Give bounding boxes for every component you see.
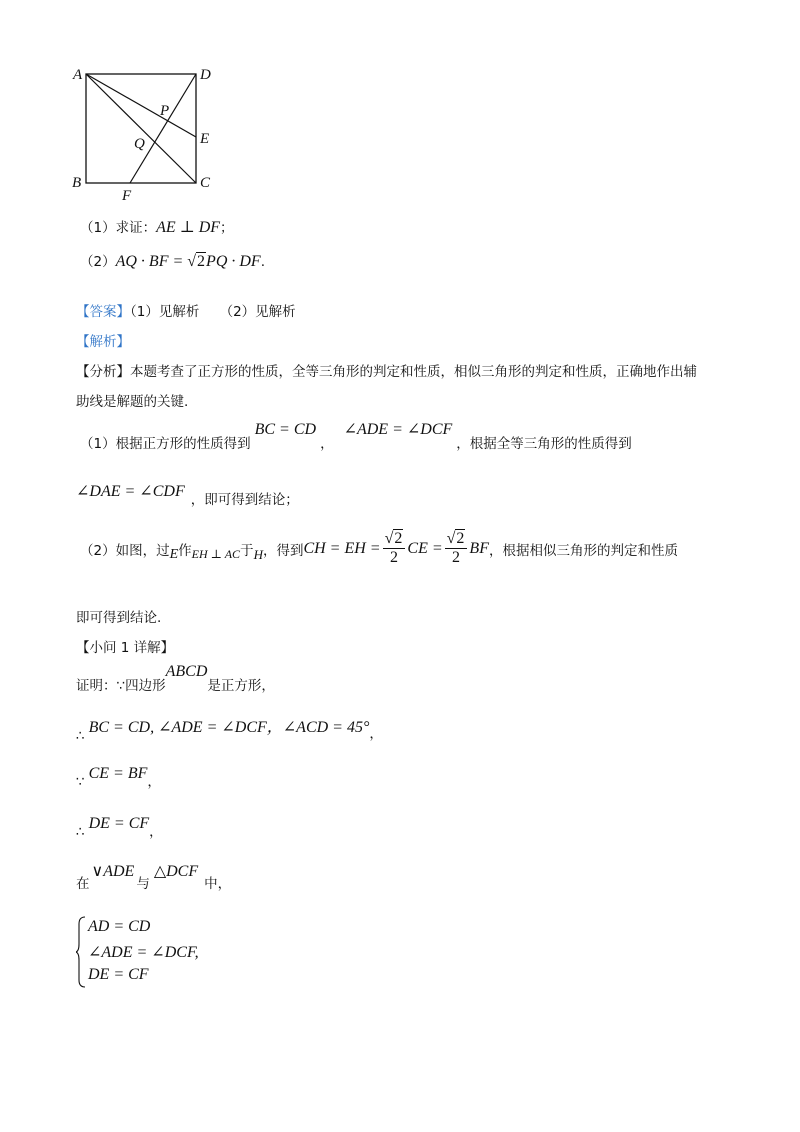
answer-line xyxy=(76,300,296,320)
question-2-suffix: . xyxy=(260,254,265,270)
analysis-line-1 xyxy=(76,360,697,380)
hint-1-suffix: ，根据全等三角形的性质得到 xyxy=(456,436,632,452)
label-q: Q xyxy=(134,136,145,152)
label-p: P xyxy=(160,103,170,119)
proof-step-4-zai: 在 xyxy=(76,876,90,892)
hint-2-suffix: ，根据相似三角形的判定和性质 xyxy=(488,542,678,559)
proof-step-1-end: ， xyxy=(369,726,383,742)
hint-1-math-1: BC = CD xyxy=(254,421,317,438)
label-b: B xyxy=(72,175,82,191)
hint-2-bf: BF xyxy=(469,539,489,557)
fraction-2-den: 2 xyxy=(452,549,461,566)
triangle-dcf: △DCF xyxy=(153,863,199,880)
proof-step-1-math: BC = CD, ∠ADE = ∠DCF，∠ACD = 45° xyxy=(88,719,370,736)
hint-2-zuo: 作 xyxy=(178,542,192,559)
proof-intro-math: ABCD xyxy=(165,663,208,680)
hint-2-yu: 于 xyxy=(240,542,254,559)
label-c: C xyxy=(200,175,211,191)
hint-2-get: ，得到 xyxy=(262,542,304,559)
fraction-1-radicand: 2 xyxy=(394,530,403,547)
proof-step-4-zhong: 中， xyxy=(204,876,232,892)
segment-ac xyxy=(86,74,196,183)
hint-2-perp: EH ⊥ AC xyxy=(191,547,241,561)
hint-2-line-2: 即可得到结论. xyxy=(76,610,162,626)
system-line-3: DE = CF xyxy=(88,966,149,983)
hint-2-prefix: （2）如图，过 xyxy=(80,542,170,559)
fraction-2 xyxy=(445,530,468,567)
system-line-2: ∠ADE = ∠DCF, xyxy=(88,944,199,961)
question-1-math: AE ⊥ DF xyxy=(156,219,221,236)
proof-step-1 xyxy=(76,714,383,744)
question-2-math-b: PQ · DF xyxy=(206,253,261,270)
question-2 xyxy=(80,250,265,271)
question-1 xyxy=(80,216,234,237)
therefore-symbol: ∴ xyxy=(76,728,85,744)
hint-1-line-2 xyxy=(76,480,299,508)
hint-2-e: E xyxy=(169,546,179,562)
fraction-2-radicand: 2 xyxy=(456,530,465,547)
proof-step-2-math: CE = BF xyxy=(88,765,148,782)
analysis-subtag: 【分析】 xyxy=(76,364,130,380)
proof-step-3 xyxy=(76,812,163,840)
because-symbol: ∵ xyxy=(76,774,85,790)
sqrt-symbol: √2 xyxy=(187,253,206,270)
answer-text: （1）见解析 （2）见解析 xyxy=(130,304,296,320)
fraction-1 xyxy=(383,530,406,567)
hint-2-math-a: CH = EH = xyxy=(303,539,381,557)
hint-2-ce: CE = xyxy=(407,539,443,557)
analysis-text-1: 本题考查了正方形的性质，全等三角形的判定和性质，相似三角形的判定和性质，正确地作出辅 xyxy=(130,364,697,380)
question-2-math-a: AQ · BF = xyxy=(115,253,188,270)
geometry-figure xyxy=(60,60,220,205)
analysis-tag: 【解析】 xyxy=(76,334,130,350)
label-d: D xyxy=(200,67,211,83)
hint-2-h: H xyxy=(253,546,263,562)
fraction-2-num: √2 xyxy=(445,530,468,549)
small-question-heading: 【小问 1 详解】 xyxy=(76,640,175,656)
proof-step-3-math: DE = CF xyxy=(88,815,150,832)
proof-step-2-end: ， xyxy=(147,774,161,790)
hint-1-line xyxy=(80,418,632,452)
proof-step-4-yu: 与 xyxy=(136,876,150,892)
proof-intro-prefix: 证明：∵四边形 xyxy=(76,678,166,694)
label-e: E xyxy=(200,131,210,147)
answer-tag: 【答案】 xyxy=(76,304,130,320)
left-brace xyxy=(76,916,86,988)
proof-step-4 xyxy=(76,860,232,892)
question-1-prefix: （1）求证： xyxy=(80,220,157,236)
fraction-1-num: √2 xyxy=(383,530,406,549)
proof-intro-suffix: 是正方形， xyxy=(207,678,275,694)
system-line-1: AD = CD xyxy=(88,918,151,935)
sqrt-radicand: 2 xyxy=(197,253,206,270)
label-a: A xyxy=(73,67,83,83)
fraction-1-den: 2 xyxy=(390,549,398,566)
hint-2-line xyxy=(80,530,678,567)
question-2-prefix: （2） xyxy=(80,254,116,270)
triangle-ade: ∨ADE xyxy=(91,863,135,880)
hint-1-math-2: ∠ADE = ∠DCF xyxy=(343,421,453,438)
segment-df xyxy=(130,74,196,183)
proof-step-3-end: ， xyxy=(149,824,163,840)
hint-1-sep: ， xyxy=(320,436,334,452)
label-f: F xyxy=(122,188,132,204)
hint-1b-suffix: ，即可得到结论； xyxy=(190,492,299,508)
proof-step-2 xyxy=(76,762,161,790)
analysis-line-2: 助线是解题的关键. xyxy=(76,394,189,410)
hint-1-prefix: （1）根据正方形的性质得到 xyxy=(80,436,251,452)
question-1-suffix: ； xyxy=(220,220,234,236)
hint-1b-math: ∠DAE = ∠CDF xyxy=(76,483,185,500)
segment-ae xyxy=(86,74,196,137)
therefore-symbol-2: ∴ xyxy=(76,824,85,840)
